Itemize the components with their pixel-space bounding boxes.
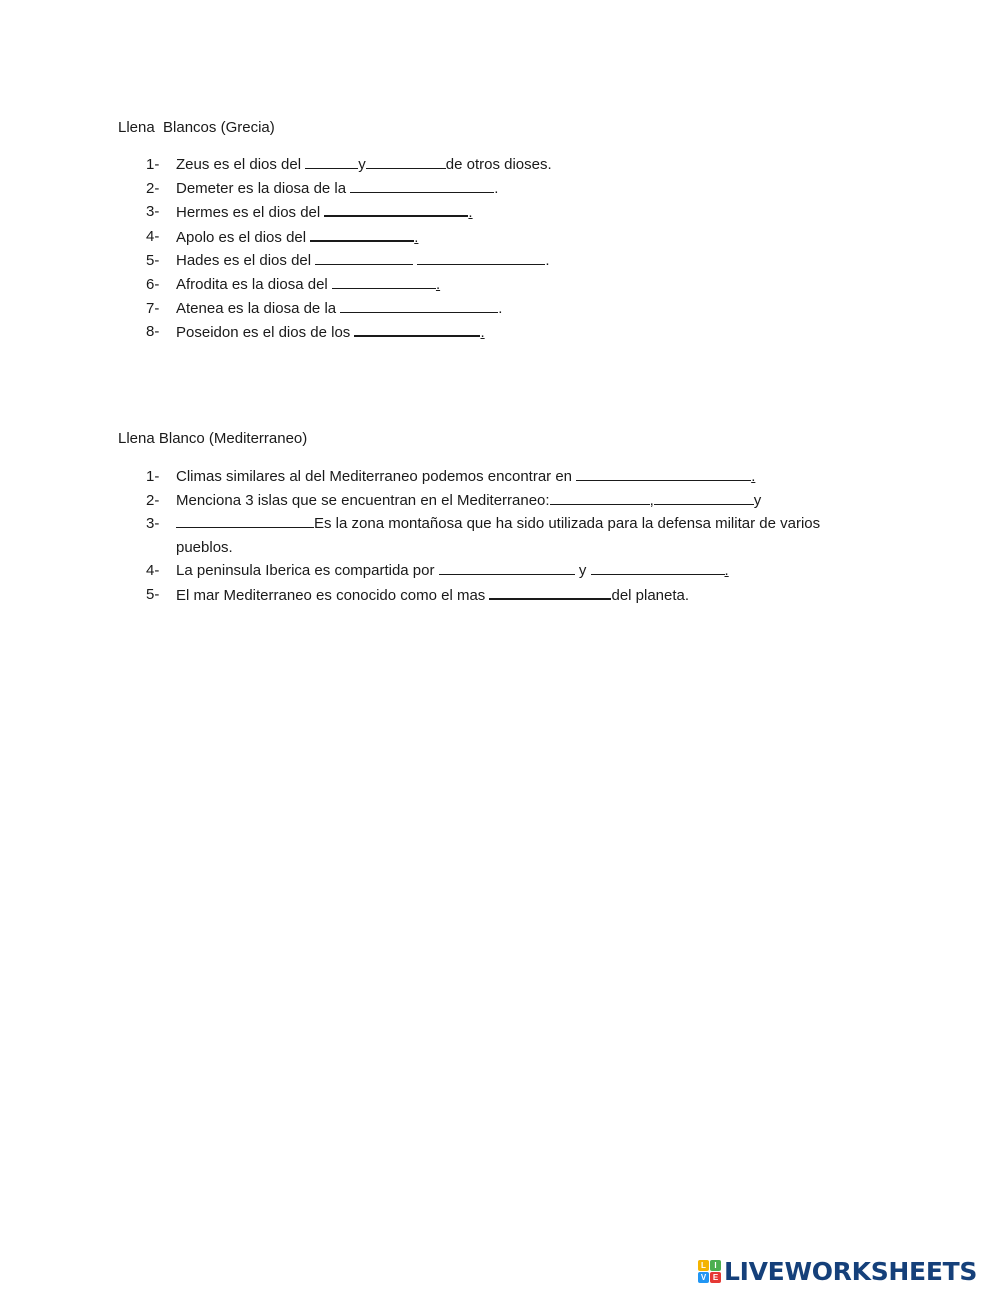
section-title-mediterraneo: Llena Blanco (Mediterraneo)	[118, 430, 308, 447]
item-text: .	[724, 562, 729, 580]
item-text: y	[574, 562, 591, 580]
blank-field[interactable]	[350, 177, 494, 193]
list-item	[146, 559, 876, 583]
item-text: y	[753, 491, 762, 509]
item-text: .	[480, 324, 485, 342]
item-text: Atenea es la diosa de la	[176, 299, 341, 317]
blank-field[interactable]	[489, 583, 611, 600]
section-title-grecia: Llena Blancos (Grecia)	[118, 119, 275, 136]
item-text: de otros dioses.	[445, 156, 552, 173]
liveworksheets-logo[interactable]	[698, 1257, 977, 1285]
item-text: .	[498, 299, 503, 317]
list-item	[146, 512, 876, 559]
item-number: 3-	[146, 203, 160, 221]
item-text: .	[414, 228, 419, 246]
blank-field[interactable]	[576, 465, 751, 481]
list-item	[146, 320, 876, 345]
item-text: Hermes es el dios del	[176, 204, 325, 222]
logo-letter-i: I	[710, 1260, 721, 1271]
blank-field[interactable]	[366, 153, 446, 169]
item-number: 7-	[146, 299, 160, 317]
item-text: Menciona 3 islas que se encuentran en el Mediterraneo:	[176, 491, 550, 509]
item-text: ,	[649, 491, 654, 509]
item-number: 6-	[146, 275, 160, 293]
logo-letter-e: E	[710, 1272, 721, 1283]
item-text: Poseidon es el dios de los	[176, 324, 355, 342]
item-text: La peninsula Iberica es compartida por	[176, 562, 439, 580]
item-text: Demeter es la diosa de la	[176, 179, 351, 197]
item-text: .	[494, 179, 499, 197]
item-number: 5-	[146, 585, 160, 603]
logo-letter-v: V	[698, 1272, 709, 1283]
blank-field[interactable]	[324, 200, 468, 217]
logo-text: LIVEWORKSHEETS	[724, 1256, 978, 1286]
item-number: 4-	[146, 227, 160, 245]
logo-letter-l: L	[698, 1260, 709, 1271]
list-item	[146, 465, 876, 489]
blank-field[interactable]	[176, 512, 314, 528]
item-text: El mar Mediterraneo es conocido como el mas	[176, 586, 490, 604]
item-text: Afrodita es la diosa del	[176, 275, 332, 293]
item-number: 2-	[146, 491, 160, 509]
item-text: Climas similares al del Mediterraneo podemos encontrar en	[176, 468, 577, 485]
item-text: .	[751, 468, 756, 485]
item-text: Hades es el dios del	[176, 252, 316, 270]
blank-field[interactable]	[340, 297, 498, 313]
item-text: Zeus es el dios del	[176, 156, 306, 173]
blank-field[interactable]	[591, 559, 725, 575]
blank-field[interactable]	[310, 225, 414, 242]
list-item	[146, 249, 876, 273]
blank-field[interactable]	[332, 273, 436, 289]
item-text: Apolo es el dios del	[176, 228, 311, 246]
item-text: del planeta.	[611, 586, 690, 604]
item-text: y	[358, 156, 366, 173]
item-text: Es la zona montañosa que ha sido utilizada para la defensa militar de varios pueblos.	[176, 515, 821, 556]
item-text: .	[435, 275, 441, 293]
blank-field[interactable]	[439, 559, 575, 575]
mediterraneo-list	[146, 465, 876, 608]
item-number: 5-	[146, 252, 160, 270]
blank-field[interactable]	[305, 153, 358, 169]
blank-field[interactable]	[354, 320, 480, 337]
list-item	[146, 583, 876, 608]
item-text: .	[545, 252, 550, 270]
list-item	[146, 489, 876, 513]
item-number: 2-	[146, 179, 160, 197]
item-text: .	[468, 204, 473, 222]
item-number: 3-	[146, 515, 160, 533]
list-item	[146, 153, 876, 177]
list-item	[146, 273, 876, 297]
list-item	[146, 225, 876, 250]
blank-field[interactable]	[654, 489, 754, 505]
grecia-list	[146, 153, 876, 345]
list-item	[146, 297, 876, 321]
item-number: 8-	[146, 323, 160, 341]
blank-field[interactable]	[550, 489, 650, 505]
logo-icon	[698, 1260, 721, 1283]
list-item	[146, 200, 876, 225]
blank-field[interactable]	[315, 249, 413, 265]
item-number: 1-	[146, 468, 160, 485]
blank-field[interactable]	[417, 249, 545, 265]
item-number: 1-	[146, 156, 160, 173]
item-number: 4-	[146, 562, 160, 580]
list-item	[146, 177, 876, 201]
